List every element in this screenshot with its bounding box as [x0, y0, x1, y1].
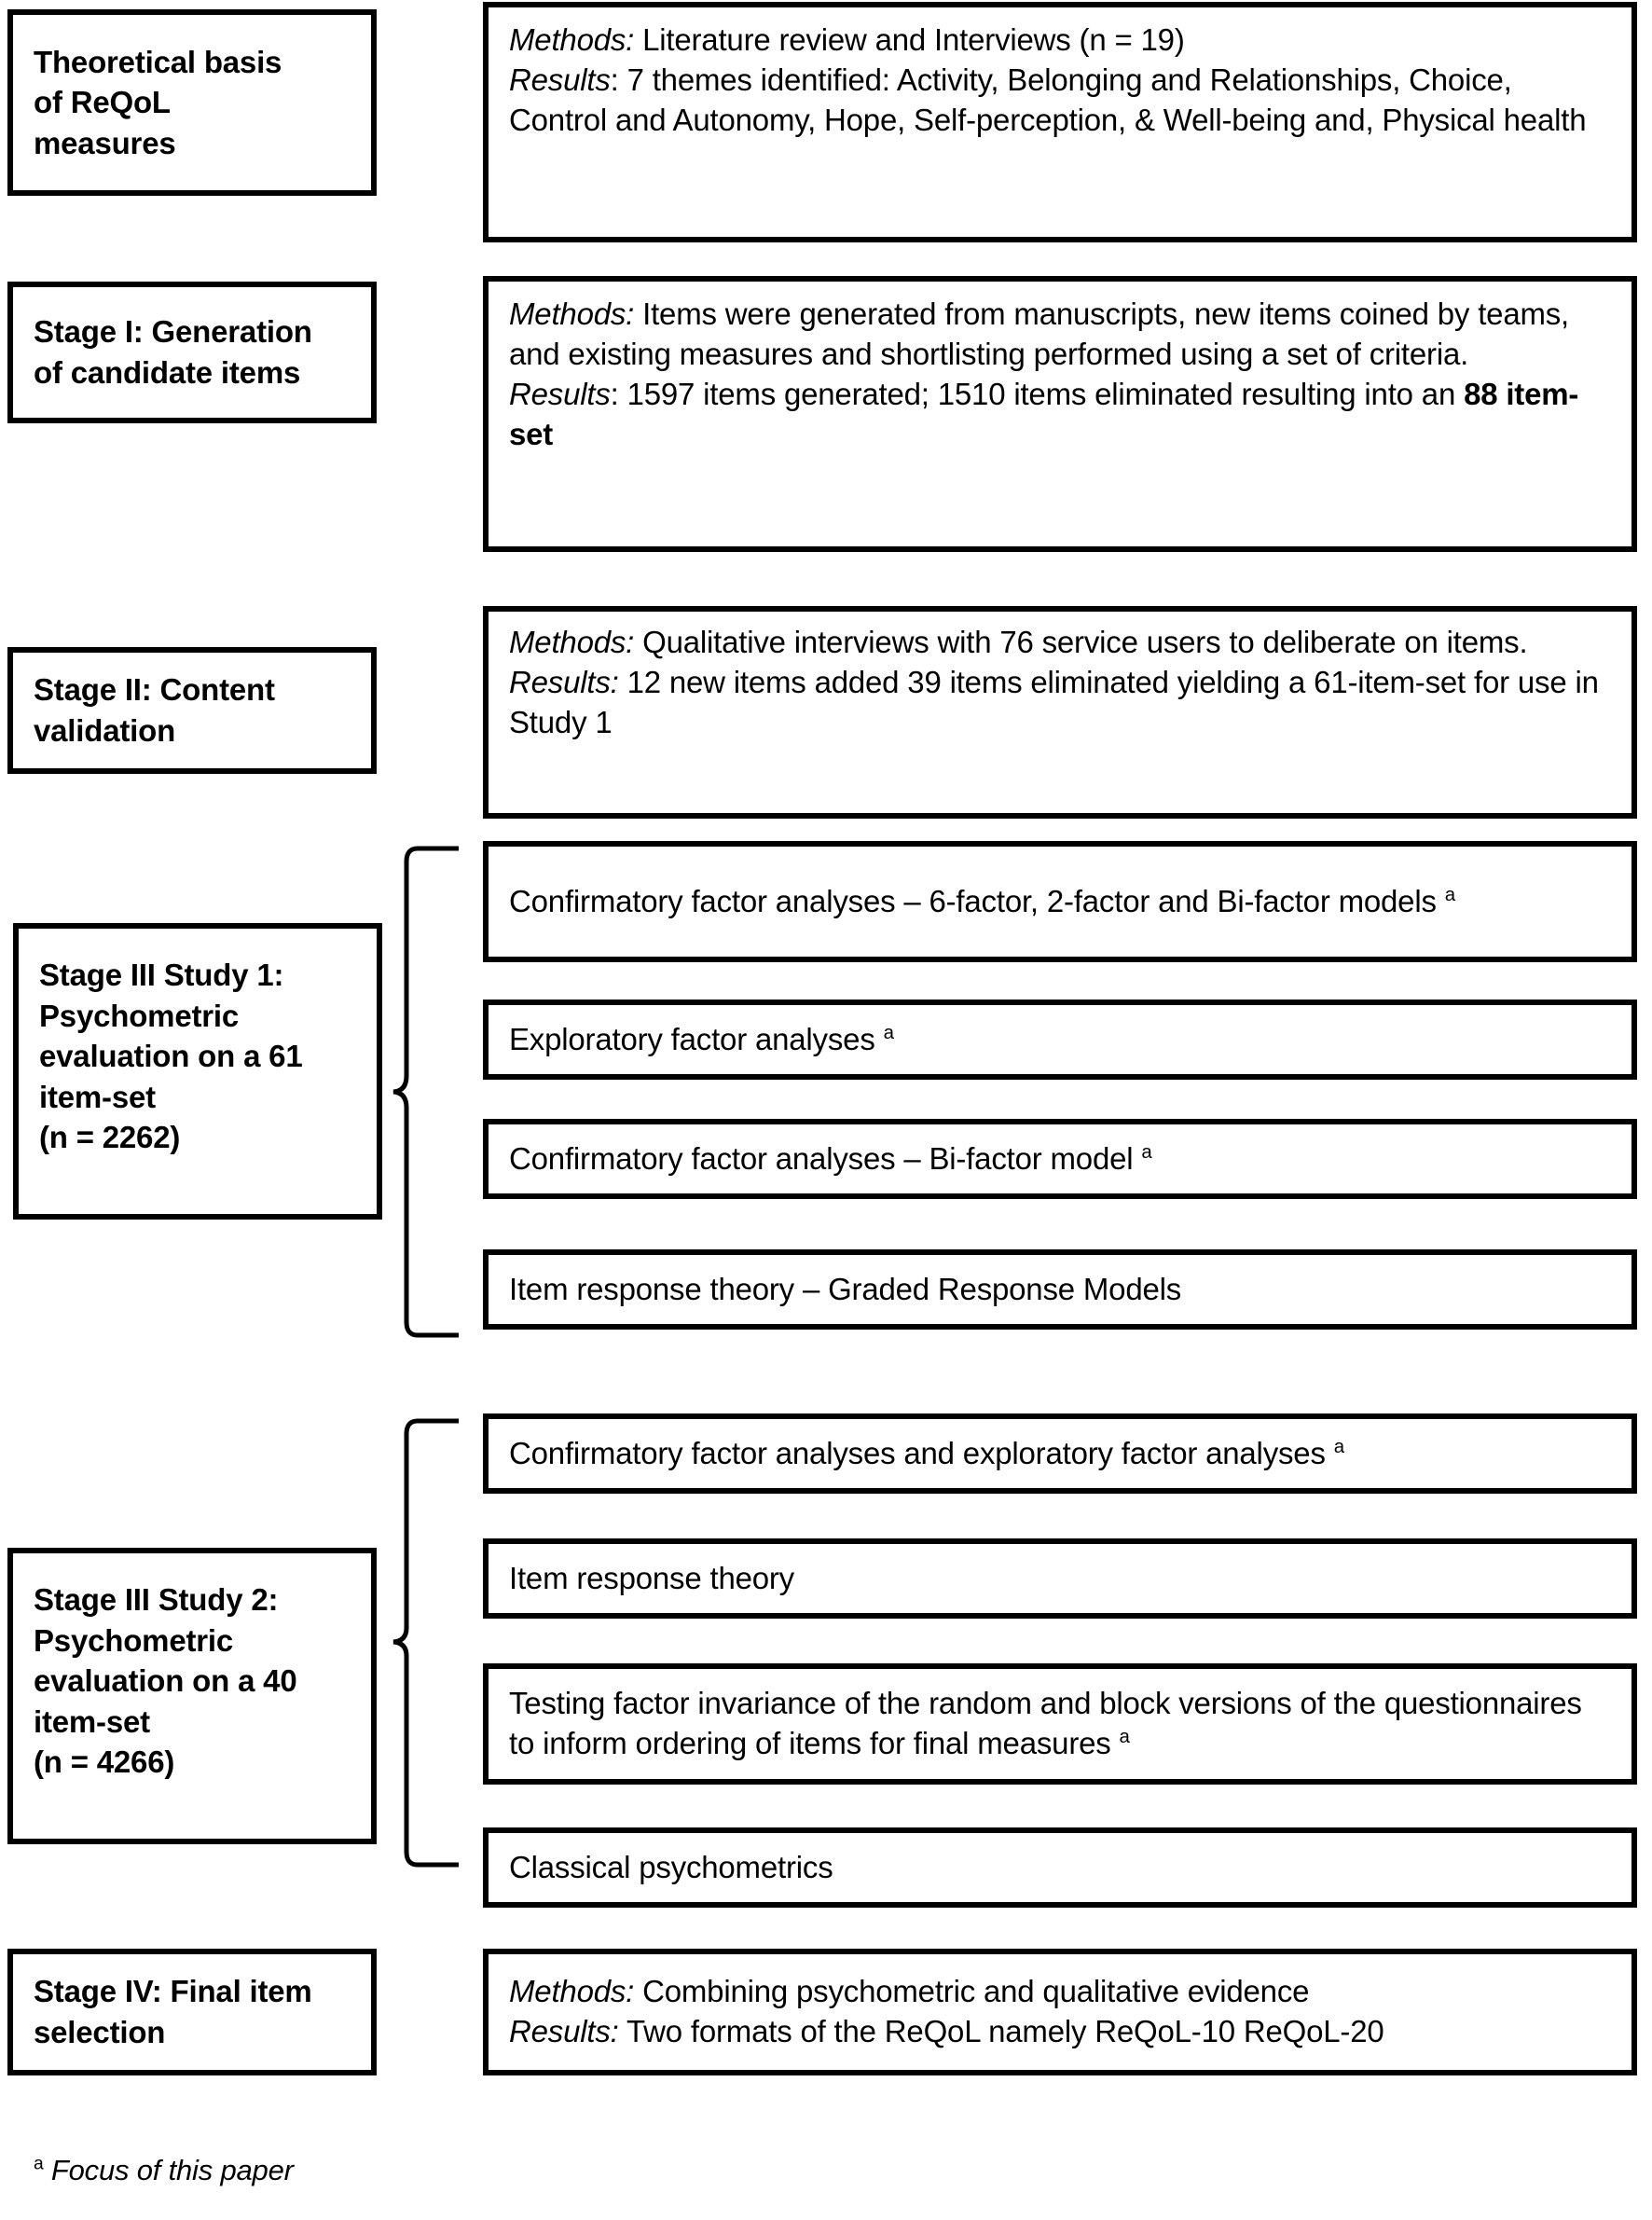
- detail-paragraph-results: [509, 663, 1611, 743]
- stage-line: (n = 2262): [39, 1120, 181, 1155]
- detail-lead: Results: [509, 62, 611, 97]
- stage-line: validation: [34, 713, 176, 748]
- footnote-marker: a: [1141, 1140, 1152, 1163]
- detail-box-s2-irt: [483, 1538, 1637, 1619]
- detail-box-s1-bifactor: [483, 1119, 1637, 1199]
- detail-text-line: [509, 1139, 1611, 1179]
- stage-line: Stage IV: Final item: [34, 1974, 312, 2009]
- detail-text: Item response theory: [509, 1560, 794, 1595]
- stage-line: evaluation on a 61: [39, 1039, 303, 1074]
- detail-lead: Results:: [509, 664, 619, 699]
- footnote-marker: a: [1119, 1726, 1130, 1747]
- detail-text: Combining psychometric and qualitative evidence: [634, 1974, 1310, 2009]
- detail-text: Classical psychometrics: [509, 1849, 833, 1884]
- footnote-marker: a: [1333, 1435, 1344, 1457]
- stage-line: Stage III Study 2:: [34, 1582, 279, 1617]
- stage-line: Theoretical basis: [34, 44, 282, 79]
- detail-lead: Methods:: [509, 625, 635, 659]
- stage-line: of candidate items: [34, 355, 301, 390]
- stage-box-stage-2: [7, 647, 377, 774]
- detail-paragraph-results: [509, 375, 1611, 455]
- stage-line: item-set: [34, 1703, 150, 1739]
- detail-lead: Results: [509, 376, 611, 411]
- stage-box-stage-3-study-1: [13, 923, 382, 1220]
- detail-box-s1-efa: [483, 1000, 1637, 1080]
- detail-box-theoretical-basis: [483, 2, 1637, 242]
- stage-line: evaluation on a 40: [34, 1663, 297, 1699]
- detail-text-line: [509, 1020, 1611, 1060]
- stage-line: of ReQoL: [34, 85, 171, 120]
- brace-connector-study-1: [390, 845, 461, 1339]
- stage-line: item-set: [39, 1079, 156, 1114]
- stage-line: Stage I: Generation: [34, 314, 312, 350]
- detail-box-s1-cfa: [483, 841, 1637, 962]
- detail-box-s2-cfa-efa: [483, 1413, 1637, 1494]
- detail-text: Confirmatory factor analyses and exploratory factor analyses: [509, 1435, 1334, 1470]
- detail-text: : 7 themes identified: Activity, Belonging and Relationships, Choice, Control and Autonomy, Hope, Self-perception, & Well-being and, Physical health: [509, 62, 1587, 137]
- detail-box-stage-1: [483, 276, 1637, 552]
- stage-box-theoretical-basis: [7, 9, 377, 196]
- detail-text-line: [509, 1559, 1611, 1599]
- detail-lead: Methods:: [509, 296, 635, 331]
- stage-line: Psychometric: [34, 1622, 234, 1658]
- detail-text-line: [509, 1848, 1611, 1888]
- detail-text-line: [509, 882, 1611, 922]
- footnote-text: Focus of this paper: [50, 2154, 294, 2186]
- detail-text: Confirmatory factor analyses – 6-factor, 2-factor and Bi-factor models: [509, 883, 1445, 918]
- detail-text-bold: 88 item-set: [509, 376, 1579, 451]
- stage-line: Stage II: Content: [34, 672, 275, 708]
- detail-text: : 1597 items generated; 1510 items eliminated resulting into an: [610, 376, 1465, 411]
- detail-lead: Methods:: [509, 22, 635, 57]
- brace-connector-study-2: [390, 1417, 461, 1868]
- detail-text-line: [509, 1434, 1611, 1474]
- detail-paragraph-results: [509, 2012, 1611, 2052]
- detail-text: Qualitative interviews with 76 service users to deliberate on items.: [634, 625, 1528, 659]
- detail-box-s2-classical: [483, 1827, 1637, 1908]
- detail-box-stage-2: [483, 606, 1637, 819]
- detail-text: Items were generated from manuscripts, new items coined by teams, and existing measures and shortlisting performed using a set of criteria.: [509, 296, 1570, 371]
- stage-box-stage-4: [7, 1949, 377, 2075]
- detail-box-s2-invariance: [483, 1663, 1637, 1785]
- detail-text: Item response theory – Graded Response Models: [509, 1271, 1182, 1306]
- footnote-marker: a: [1444, 883, 1455, 905]
- figure-footnote: [34, 2154, 294, 2187]
- detail-paragraph-results: [509, 61, 1611, 141]
- detail-paragraph-methods: [509, 295, 1611, 375]
- detail-paragraph-methods: [509, 623, 1611, 663]
- detail-lead: Results:: [509, 2014, 619, 2048]
- detail-text: Confirmatory factor analyses – Bi-factor model: [509, 1140, 1142, 1176]
- detail-text-line: [509, 1270, 1611, 1310]
- stage-line: measures: [34, 125, 176, 160]
- footnote-marker-icon: a: [34, 2154, 44, 2174]
- stage-line: (n = 4266): [34, 1744, 175, 1780]
- detail-paragraph-methods: [509, 21, 1611, 61]
- footnote-marker: a: [883, 1021, 894, 1043]
- detail-text: Testing factor invariance of the random and block versions of the questionnaires to inform ordering of items for final measures: [509, 1686, 1582, 1760]
- stage-box-stage-3-study-2: [7, 1548, 377, 1844]
- detail-box-stage-4: [483, 1949, 1637, 2075]
- stage-box-stage-1: [7, 282, 377, 423]
- detail-lead: Methods:: [509, 1974, 635, 2009]
- stage-line: Stage III Study 1:: [39, 958, 284, 992]
- detail-text: 12 new items added 39 items eliminated yielding a 61-item-set for use in Study 1: [509, 664, 1599, 739]
- detail-text: Two formats of the ReQoL namely ReQoL-10 ReQoL-20: [618, 2014, 1384, 2048]
- detail-text-line: [509, 1684, 1611, 1764]
- detail-paragraph-methods: [509, 1972, 1611, 2012]
- stage-line: selection: [34, 2015, 166, 2049]
- detail-box-s1-irt: [483, 1249, 1637, 1330]
- detail-text: Literature review and Interviews (n = 19): [634, 22, 1185, 57]
- stage-line: Psychometric: [39, 998, 240, 1033]
- detail-text: Exploratory factor analyses: [509, 1021, 884, 1056]
